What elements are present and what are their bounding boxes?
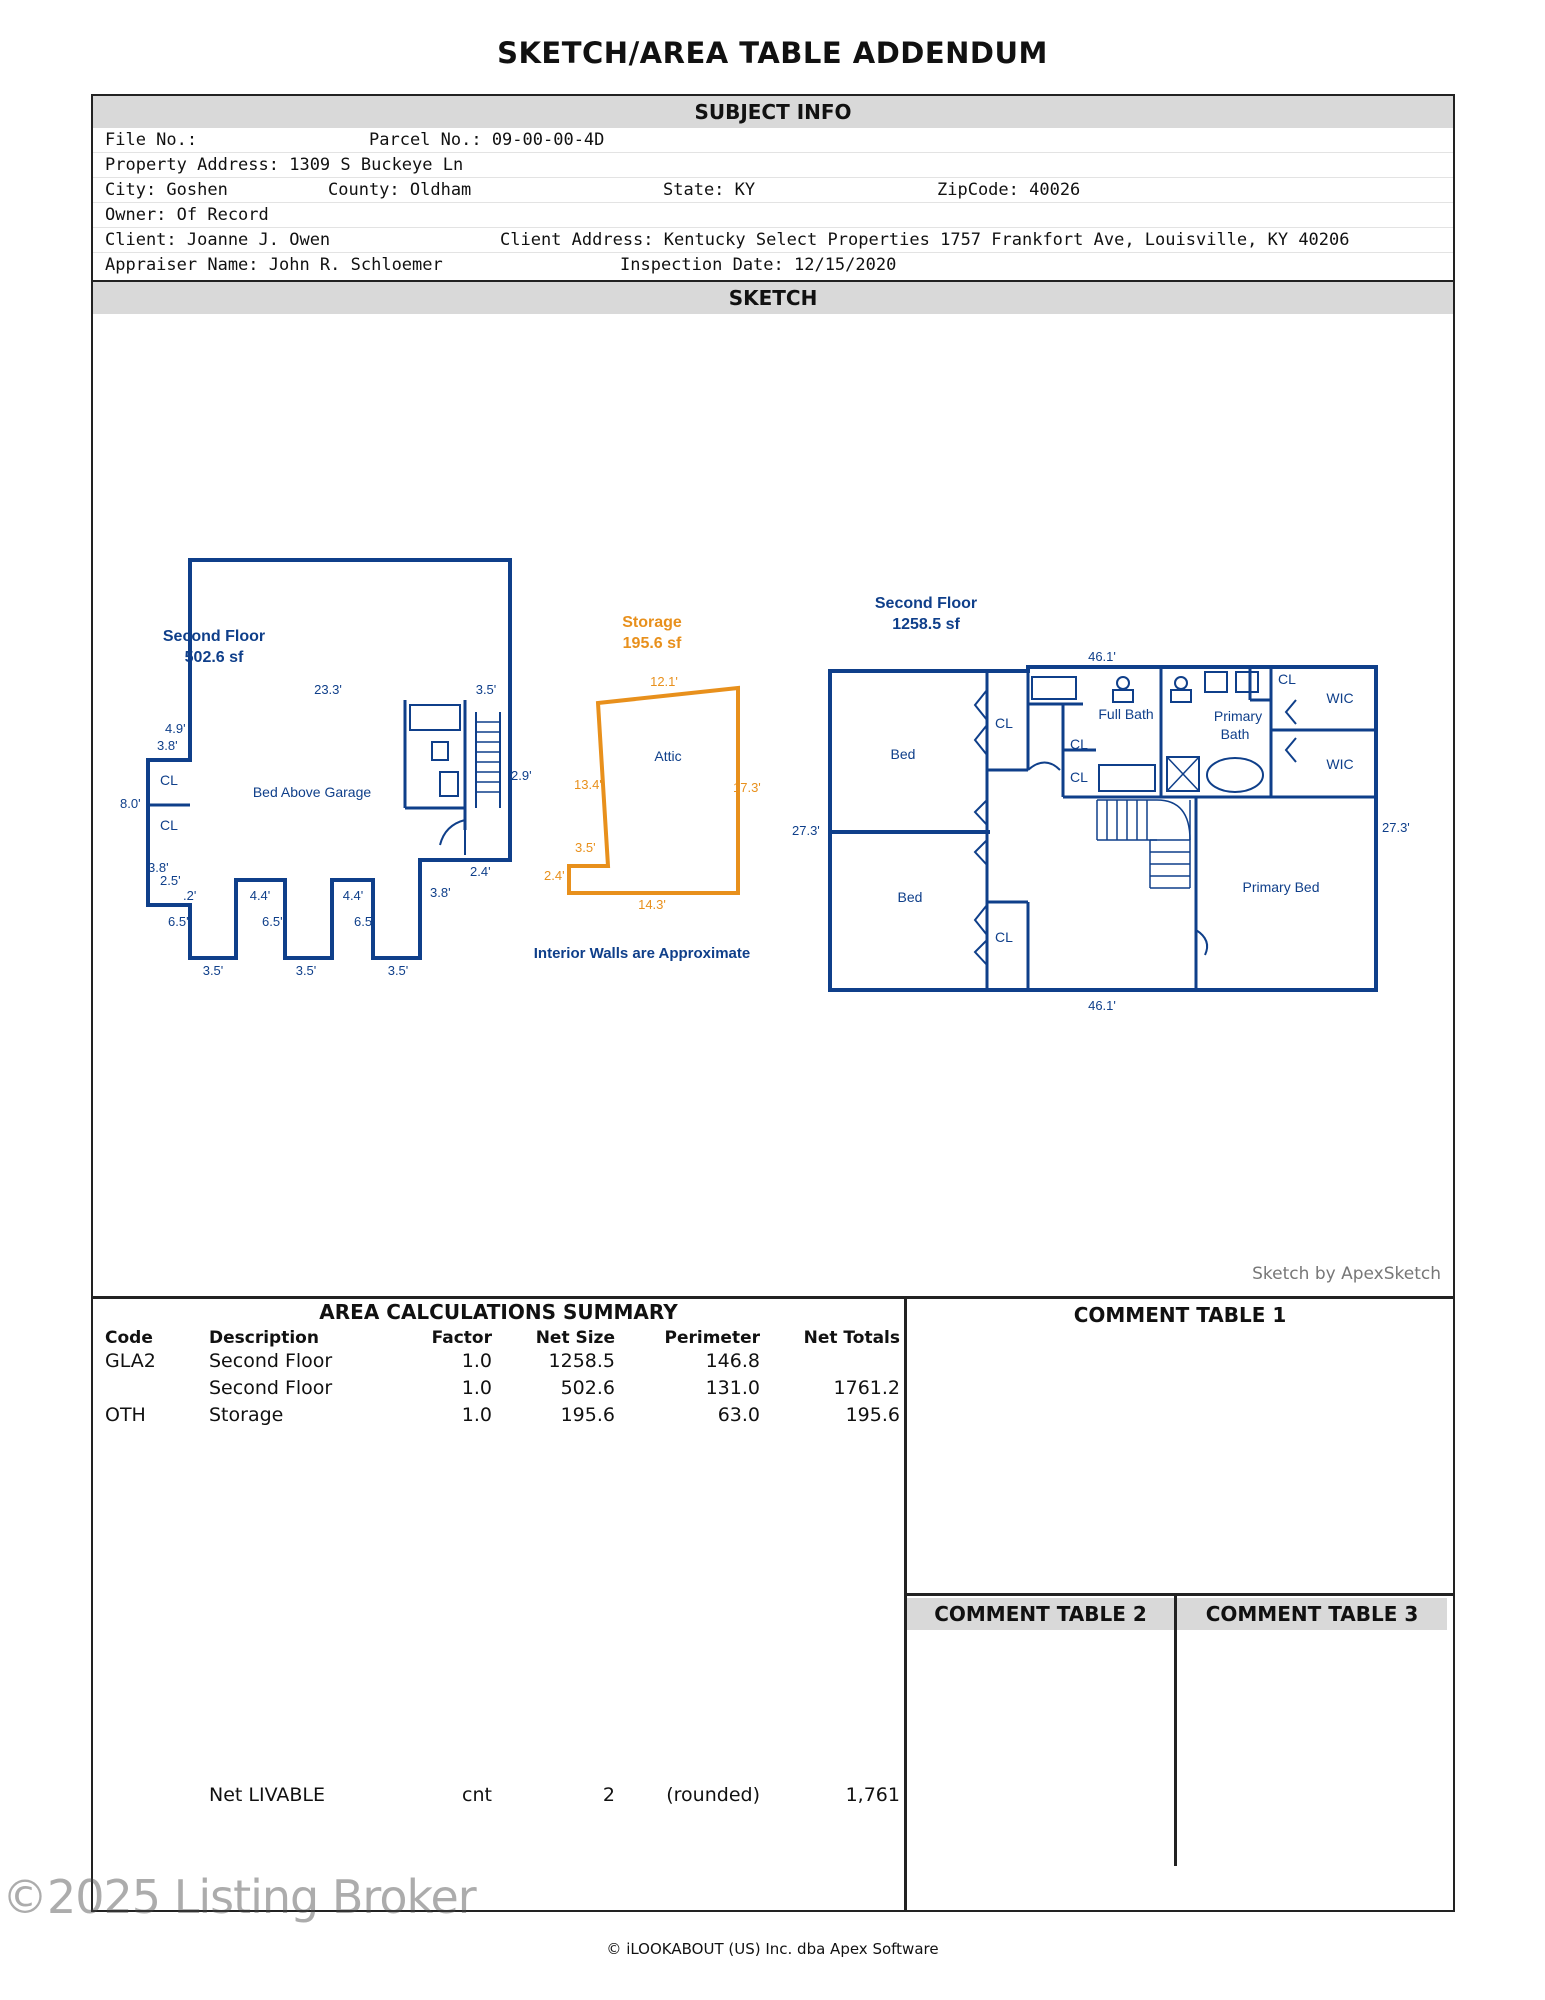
room-wic: WIC [1326, 690, 1354, 706]
dim-label: 3.5' [475, 682, 497, 697]
dim-label: 27.3' [792, 823, 820, 838]
dim-label: 2.5' [160, 873, 181, 888]
area-calc-header: AREA CALCULATIONS SUMMARY [319, 1300, 678, 1324]
dim-label: 46.1' [1088, 649, 1116, 664]
state: State: KY [663, 180, 756, 200]
info-row-location [93, 178, 1453, 203]
summary-description: Net LIVABLE [209, 1784, 325, 1806]
dim-label: 14.3' [638, 897, 666, 912]
file-no: File No.: [105, 130, 198, 150]
summary-net-size: 2 [602, 1784, 615, 1806]
col-description: Description [209, 1328, 319, 1348]
room-full-bath: Full Bath [1098, 706, 1154, 722]
sketch-header: SKETCH [93, 282, 1453, 314]
comment-table-2-header: COMMENT TABLE 2 [907, 1598, 1174, 1630]
appraiser: Appraiser Name: John R. Schloemer [105, 255, 443, 275]
dim-label: 6.5' [168, 914, 189, 929]
dim-label: 4.4' [342, 888, 364, 903]
property-address: Property Address: 1309 S Buckeye Ln [105, 155, 464, 175]
comment-table-3-header: COMMENT TABLE 3 [1177, 1598, 1447, 1630]
room-primary-bath: Bath [1220, 726, 1250, 742]
room-closet: CL [1070, 769, 1088, 785]
city: City: Goshen [105, 180, 228, 200]
left-closet-2: CL [160, 817, 178, 833]
dim-label: 4.9' [165, 721, 186, 736]
cell-description: Second Floor [209, 1377, 333, 1399]
dim-label: 3.8' [148, 860, 169, 875]
copyright-footer: © iLOOKABOUT (US) Inc. dba Apex Software [606, 1940, 939, 1958]
interior-walls-note: Interior Walls are Approximate [533, 945, 751, 962]
cell-code: GLA2 [105, 1350, 156, 1372]
right-plan-area: 1258.5 sf [892, 616, 960, 633]
comment-table-1-header: COMMENT TABLE 1 [907, 1299, 1453, 1331]
cell-description: Second Floor [209, 1350, 333, 1372]
divider [907, 1593, 1453, 1596]
client: Client: Joanne J. Owen [105, 230, 331, 250]
col-net-size: Net Size [535, 1328, 615, 1348]
col-net-totals: Net Totals [803, 1328, 900, 1348]
dim-label: 2.9' [511, 768, 532, 783]
page-title: SKETCH/AREA TABLE ADDENDUM [497, 36, 1048, 70]
cell-factor: 1.0 [461, 1377, 492, 1399]
cell-description: Storage [209, 1404, 284, 1426]
cell-factor: 1.0 [461, 1404, 492, 1426]
dim-label: 23.3' [314, 682, 342, 697]
summary-net-totals: 1,761 [845, 1784, 900, 1806]
dim-label: 12.1' [650, 674, 678, 689]
floor-plan-sketch [93, 320, 1453, 1298]
left-plan-title: Second Floor [162, 628, 266, 645]
left-closet-1: CL [160, 772, 178, 788]
info-row-address [93, 153, 1453, 178]
left-plan-area: 502.6 sf [184, 649, 244, 666]
summary-perimeter: (rounded) [666, 1784, 760, 1806]
dim-label: 2.4' [470, 864, 491, 879]
info-row-client [93, 228, 1453, 253]
room-closet: CL [995, 929, 1013, 945]
dim-label: 3.5' [295, 963, 317, 978]
dim-label: 2.4' [544, 868, 565, 883]
info-row-file [93, 128, 1453, 153]
dim-label: 46.1' [1088, 998, 1116, 1013]
room-primary-bed: Primary Bed [1242, 879, 1320, 895]
room-wic: WIC [1326, 756, 1354, 772]
col-perimeter: Perimeter [664, 1328, 760, 1348]
room-primary-bath: Primary [1213, 708, 1263, 724]
cell-perimeter: 63.0 [717, 1404, 760, 1426]
dim-label: 17.3' [733, 780, 761, 795]
info-row-appraiser [93, 253, 1453, 277]
col-code: Code [105, 1328, 153, 1348]
dim-label: 4.4' [249, 888, 271, 903]
sketch-area [93, 320, 1453, 1298]
subject-info-header: SUBJECT INFO [93, 96, 1453, 128]
county: County: Oldham [328, 180, 472, 200]
dim-label: 13.4' [574, 777, 602, 792]
zipcode: ZipCode: 40026 [937, 180, 1081, 200]
dim-label: 3.8' [157, 738, 178, 753]
cell-net-size: 195.6 [560, 1404, 615, 1426]
listing-broker-watermark: ©2025 Listing Broker [2, 1870, 476, 1924]
room-closet: CL [1278, 671, 1296, 687]
storage-title: Storage [622, 614, 682, 631]
room-closet: CL [1070, 736, 1088, 752]
col-factor: Factor [431, 1328, 492, 1348]
client-address: Client Address: Kentucky Select Properties 1757 Frankfort Ave, Louisville, KY 40206 [500, 230, 1350, 250]
owner: Owner: Of Record [105, 205, 269, 225]
cell-net-size: 1258.5 [548, 1350, 615, 1372]
info-row-owner [93, 203, 1453, 228]
cell-factor: 1.0 [461, 1350, 492, 1372]
room-closet: CL [995, 715, 1013, 731]
storage-area: 195.6 sf [622, 635, 682, 652]
parcel-no: Parcel No.: 09-00-00-4D [369, 130, 605, 150]
cell-perimeter: 131.0 [705, 1377, 760, 1399]
dim-label: .2' [183, 888, 197, 903]
column-divider [1174, 1596, 1177, 1866]
left-floor-plan [148, 560, 510, 958]
cell-perimeter: 146.8 [705, 1350, 760, 1372]
dim-label: 3.5' [202, 963, 224, 978]
inspection-date: Inspection Date: 12/15/2020 [620, 255, 897, 275]
room-bed: Bed [897, 889, 923, 905]
summary-factor: cnt [462, 1784, 492, 1806]
dim-label: 8.0' [120, 796, 141, 811]
dim-label: 3.5' [387, 963, 409, 978]
cell-net-size: 502.6 [560, 1377, 615, 1399]
room-bed: Bed [890, 746, 916, 762]
attic-label: Attic [654, 748, 682, 764]
dim-label: 3.8' [430, 885, 451, 900]
cell-code: OTH [105, 1404, 146, 1426]
dim-label: 3.5' [575, 840, 596, 855]
sketch-credit: Sketch by ApexSketch [1252, 1264, 1441, 1284]
left-room-label: Bed Above Garage [252, 784, 372, 800]
right-plan-title: Second Floor [874, 595, 978, 612]
cell-net-totals: 1761.2 [833, 1377, 900, 1399]
dim-label: 27.3' [1382, 820, 1410, 835]
dim-label: 6.5' [354, 914, 375, 929]
cell-net-totals: 195.6 [845, 1404, 900, 1426]
dim-label: 6.5' [262, 914, 283, 929]
